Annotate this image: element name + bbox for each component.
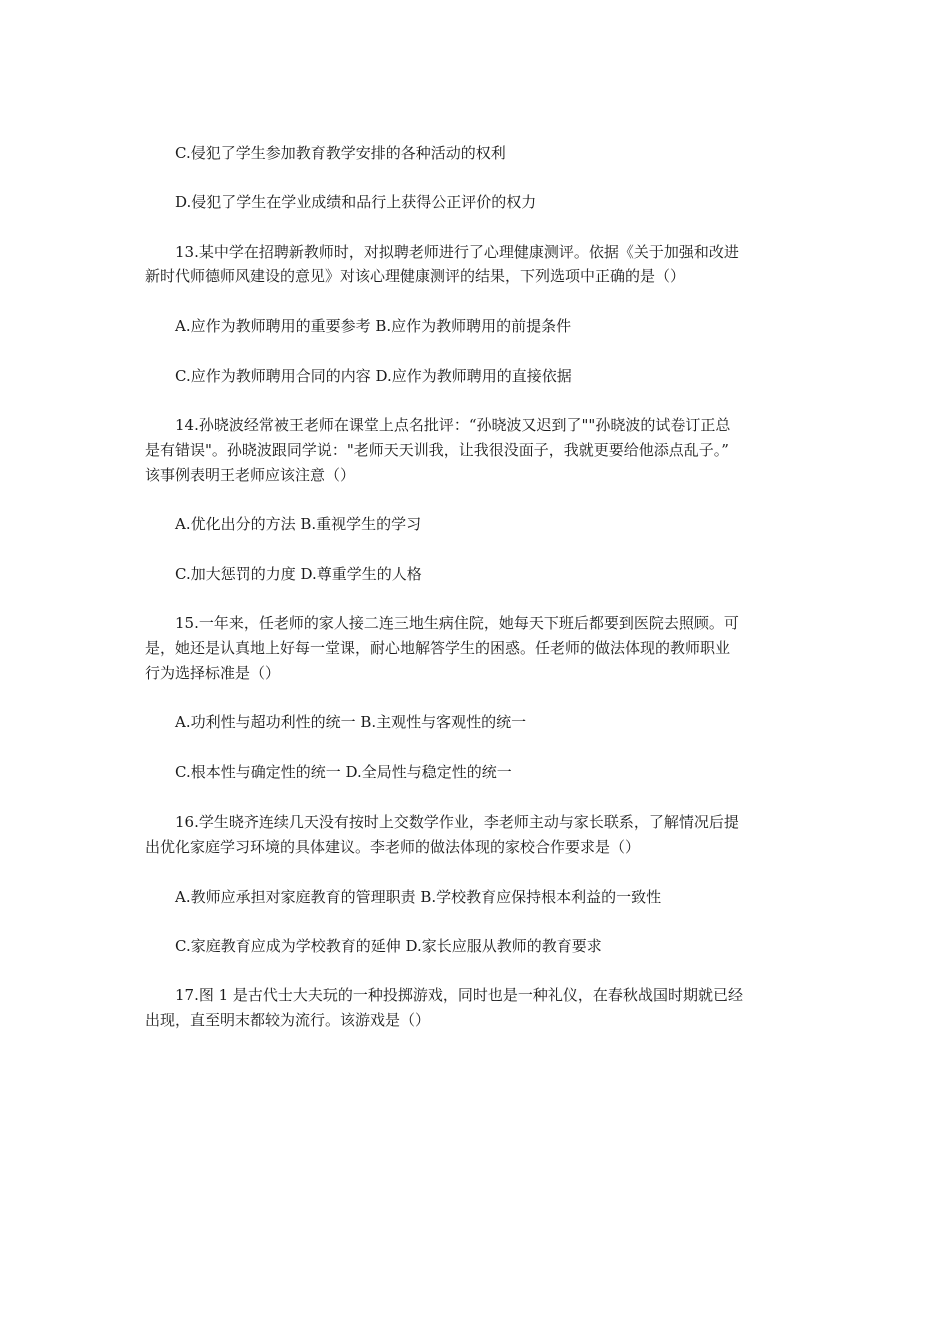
options-cd-q14: C.加大惩罚的力度 D.尊重学生的人格: [175, 565, 422, 583]
question-17-line-2: 出现，直至明末都较为流行。该游戏是（）: [145, 1011, 431, 1029]
option-d-q12: D.侵犯了学生在学业成绩和品行上获得公正评价的权力: [175, 193, 537, 211]
options-cd-q15: C.根本性与确定性的统一 D.全局性与稳定性的统一: [175, 763, 512, 781]
question-16-line-2: 出优化家庭学习环境的具体建议。李老师的做法体现的家校合作要求是（）: [145, 838, 641, 856]
options-ab-q14: A.优化出分的方法 B.重视学生的学习: [175, 515, 422, 533]
question-13-line-1: 13.某中学在招聘新教师时，对拟聘老师进行了心理健康测评。依据《关于加强和改进: [175, 243, 739, 261]
options-cd-q13: C.应作为教师聘用合同的内容 D.应作为教师聘用的直接依据: [175, 367, 572, 385]
question-15-line-1: 15.一年来，任老师的家人接二连三地生病住院，她每天下班后都要到医院去照顾。可: [175, 614, 739, 632]
question-17-line-1: 17.图 1 是古代士大夫玩的一种投掷游戏，同时也是一种礼仪，在春秋战国时期就已经: [175, 986, 743, 1004]
question-13-line-2: 新时代师德师风建设的意见》对该心理健康测评的结果，下列选项中正确的是（）: [145, 267, 686, 285]
question-15-line-3: 行为选择标准是（）: [145, 664, 281, 682]
question-15-line-2: 是，她还是认真地上好每一堂课，耐心地解答学生的困惑。任老师的做法体现的教师职业: [145, 639, 731, 657]
option-c-q12: C.侵犯了学生参加教育教学安排的各种活动的权利: [175, 144, 506, 162]
options-ab-q15: A.功利性与超功利性的统一 B.主观性与客观性的统一: [175, 713, 527, 731]
options-ab-q13: A.应作为教师聘用的重要参考 B.应作为教师聘用的前提条件: [175, 317, 572, 335]
question-16-line-1: 16.学生晓齐连续几天没有按时上交数学作业，李老师主动与家长联系，了解情况后提: [175, 813, 739, 831]
options-cd-q16: C.家庭教育应成为学校教育的延伸 D.家长应服从教师的教育要求: [175, 937, 602, 955]
question-14-line-1: 14.孙晓波经常被王老师在课堂上点名批评：“孙晓波又迟到了""孙晓波的试卷订正总: [175, 416, 731, 434]
question-14-line-2: 是有错误"。孙晓波跟同学说："老师天天训我，让我很没面子，我就更要给他添点乱子。”: [145, 441, 729, 459]
options-ab-q16: A.教师应承担对家庭教育的管理职责 B.学校教育应保持根本利益的一致性: [175, 888, 662, 906]
question-14-line-3: 该事例表明王老师应该注意（）: [145, 466, 356, 484]
